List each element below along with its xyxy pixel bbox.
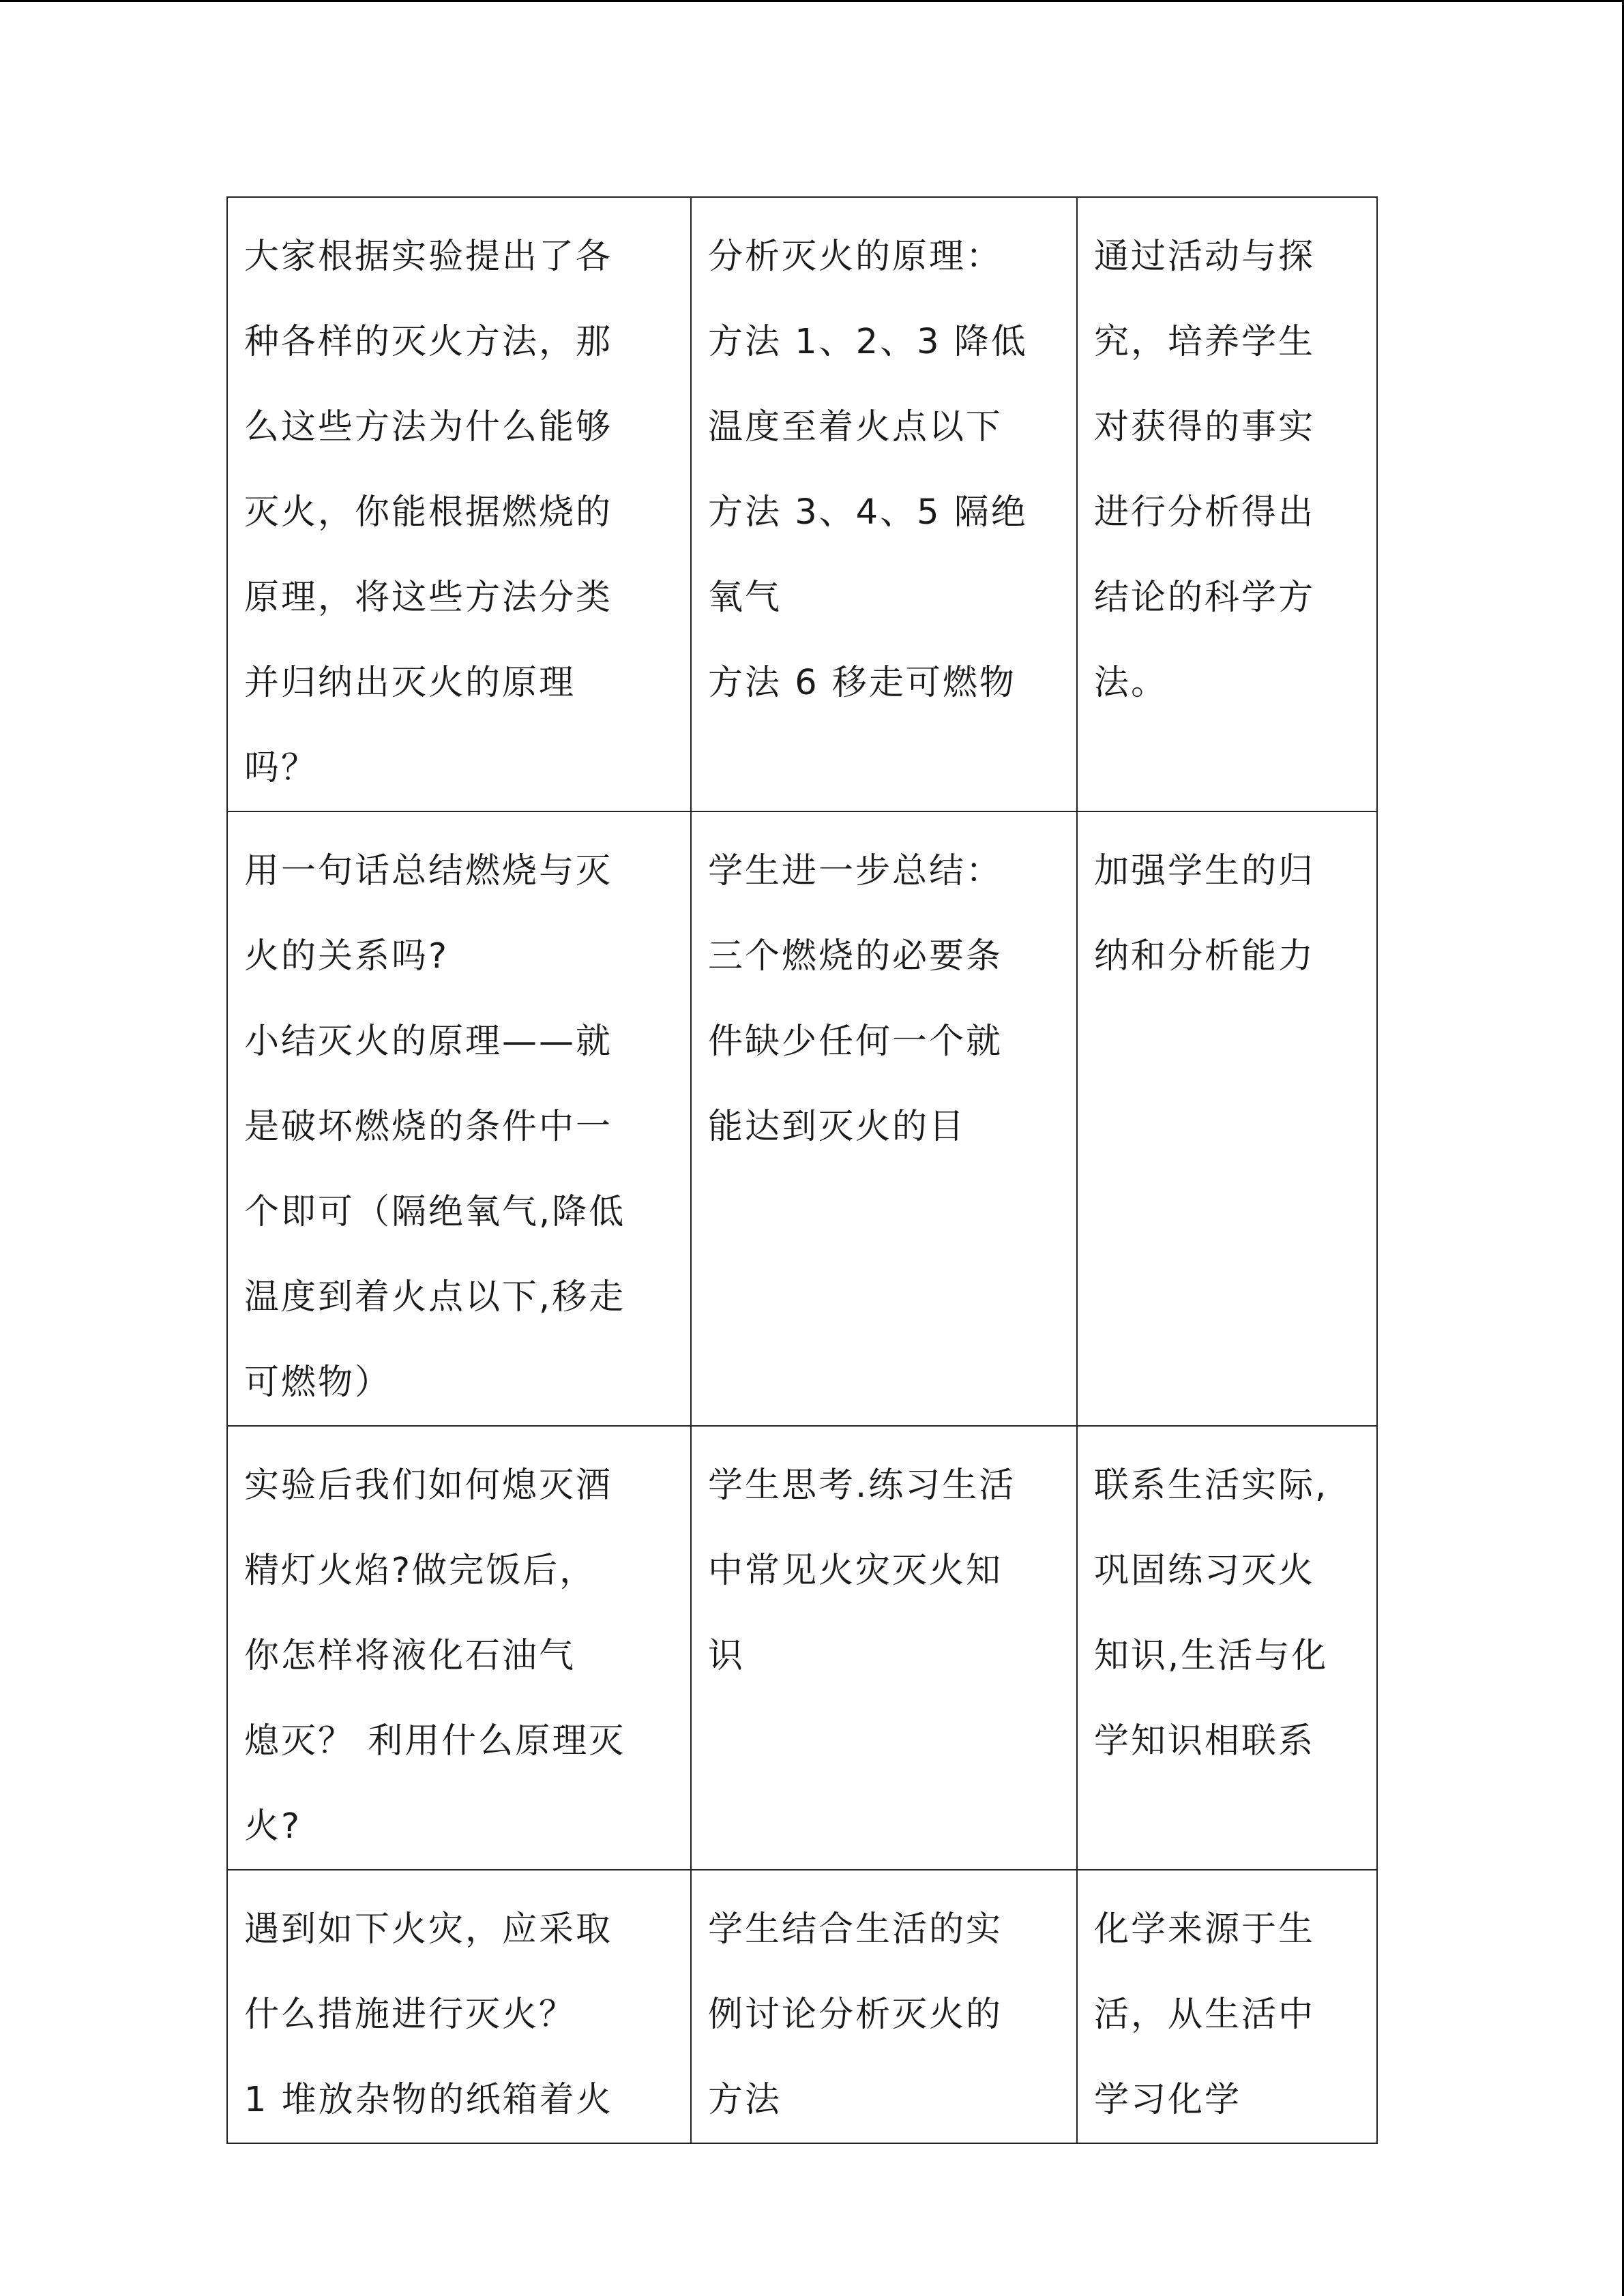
student-activity-cell [691,197,1077,811]
cell-text-line: 个即可（隔绝氧气,降低 [244,1192,626,1232]
cell-text-line: 火? [244,1806,302,1847]
cell-text-line: 分析灭火的原理： [708,237,1003,277]
design-intent-cell [1077,811,1377,1426]
cell-text-line: 对获得的事实 [1094,407,1316,447]
cell-text-line: 火的关系吗? [244,936,449,976]
student-activity-cell [691,1426,1077,1870]
design-intent-cell [1077,1426,1377,1870]
student-activity-cell [691,1870,1077,2143]
table-row [227,811,1377,1426]
cell-text-line: 原理，将这些方法分类 [244,578,613,618]
cell-text-line: 联系生活实际, [1094,1465,1329,1506]
teacher-activity-cell [227,811,691,1426]
cell-text-line: 并归纳出灭火的原理 [244,663,576,703]
cell-text-line: 巩固练习灭火 [1094,1551,1316,1591]
cell-text-line: 中常见火灾灭火知 [708,1551,1003,1591]
cell-text-line: 究，培养学生 [1094,322,1316,362]
design-intent-cell [1077,1870,1377,2143]
cell-text-line: 种各样的灭火方法，那 [244,322,613,362]
cell-text-line: 学生思考.练习生活 [708,1465,1016,1506]
cell-text-line: 化学来源于生 [1094,1909,1316,1950]
cell-text-line: 学生进一步总结： [708,851,1003,891]
cell-text-line: 吗？ [244,748,319,788]
student-activity-cell [691,811,1077,1426]
cell-text-line: 么这些方法为什么能够 [244,407,613,447]
cell-text-line: 加强学生的归 [1094,851,1316,891]
cell-text-line: 可燃物） [244,1362,392,1403]
cell-text-line: 活，从生活中 [1094,1995,1316,2035]
cell-text-line: 灭火，你能根据燃烧的 [244,492,613,533]
cell-text-line: 精灯火焰?做完饭后， [244,1551,597,1591]
cell-text-line: 方法 1、2、3 降低 [708,322,1028,362]
teacher-activity-cell [227,197,691,811]
cell-text-line: 你怎样将液化石油气 [244,1636,576,1676]
cell-text-line: 例讨论分析灭火的 [708,1995,1003,2035]
cell-text-line: 件缺少任何一个就 [708,1022,1003,1062]
cell-text-line: 三个燃烧的必要条 [708,936,1003,976]
cell-text-line: 温度到着火点以下,移走 [244,1277,626,1317]
cell-text-line: 学习化学 [1094,2080,1242,2120]
cell-text-line: 结论的科学方 [1094,578,1316,618]
cell-text-line: 1 堆放杂物的纸箱着火 [244,2080,613,2120]
teacher-activity-cell [227,1870,691,2143]
cell-text-line: 知识,生活与化 [1094,1636,1329,1676]
cell-text-line: 实验后我们如何熄灭酒 [244,1465,613,1506]
cell-text-line: 氧气 [708,578,782,618]
cell-text-line: 用一句话总结燃烧与灭 [244,851,613,891]
design-intent-cell [1077,197,1377,811]
cell-text-line: 大家根据实验提出了各 [244,237,613,277]
table-row [227,197,1377,811]
cell-text-line: 方法 [708,2080,782,2120]
cell-text-line: 进行分析得出 [1094,492,1316,533]
cell-text-line: 通过活动与探 [1094,237,1316,277]
teacher-activity-cell [227,1426,691,1870]
page-top-border [0,0,1624,2]
cell-text-line: 是破坏燃烧的条件中一 [244,1107,613,1147]
cell-text-line: 识 [708,1636,745,1676]
lesson-plan-table [226,196,1378,2144]
cell-text-line: 熄灭？ 利用什么原理灭 [244,1721,626,1761]
cell-text-line: 小结灭火的原理——就 [244,1022,613,1062]
cell-text-line: 温度至着火点以下 [708,407,1003,447]
cell-text-line: 能达到灭火的目 [708,1107,966,1147]
cell-text-line: 方法 6 移走可燃物 [708,663,1016,703]
cell-text-line: 什么措施进行灭火？ [244,1995,576,2035]
table-row [227,1426,1377,1870]
cell-text-line: 学知识相联系 [1094,1721,1316,1761]
cell-text-line: 学生结合生活的实 [708,1909,1003,1950]
cell-text-line: 方法 3、4、5 隔绝 [708,492,1028,533]
table-row [227,1870,1377,2143]
cell-text-line: 遇到如下火灾，应采取 [244,1909,613,1950]
cell-text-line: 纳和分析能力 [1094,936,1316,976]
cell-text-line: 法。 [1094,663,1168,703]
